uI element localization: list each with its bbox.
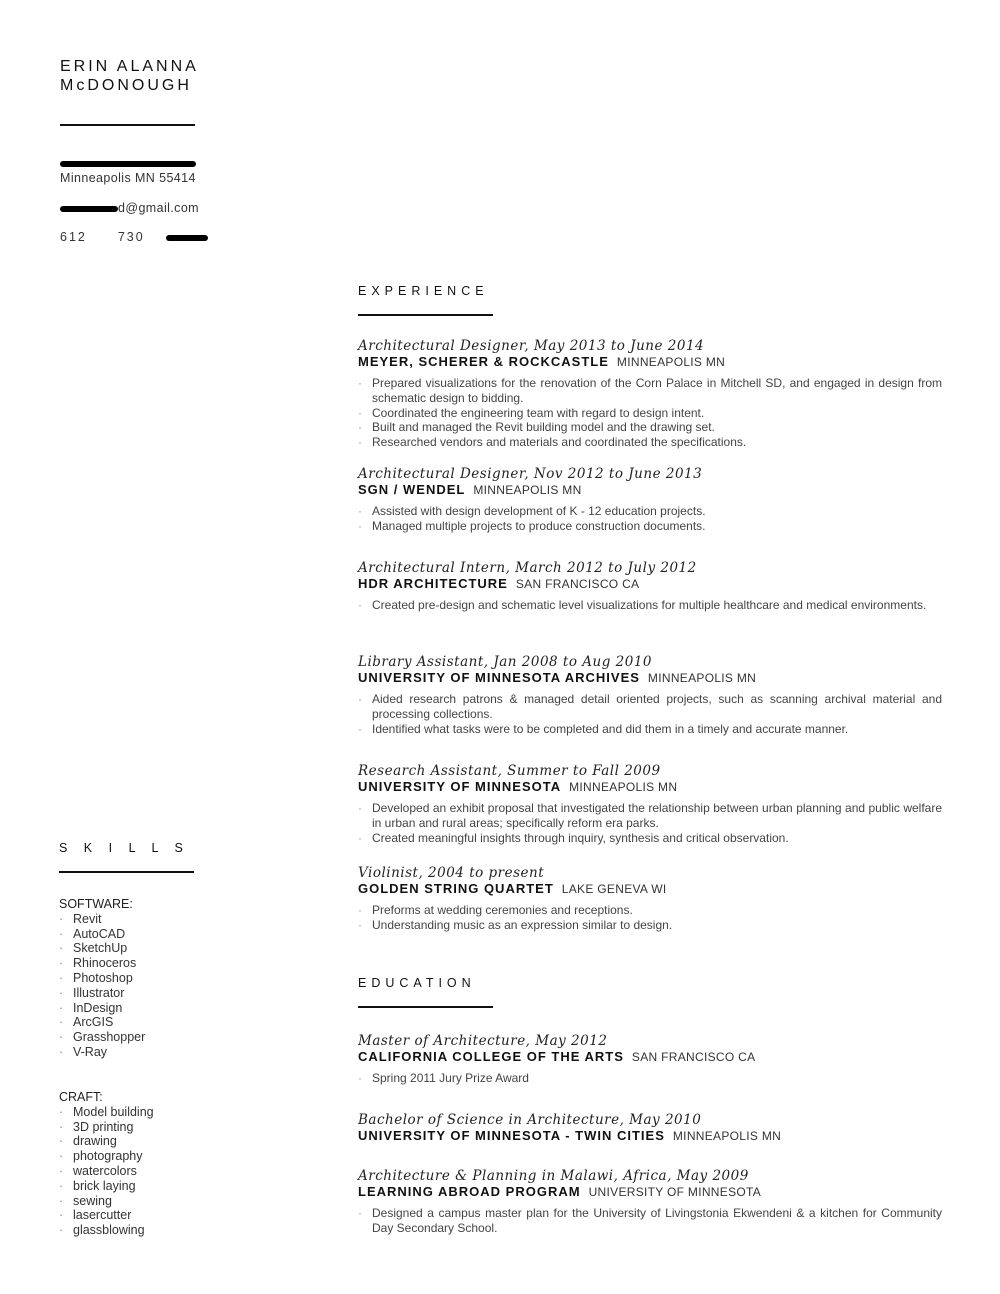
education-entry	[358, 1168, 942, 1236]
software-skill-item: · ArcGIS	[59, 1015, 145, 1030]
name-line-1: ERIN ALANNA	[60, 58, 199, 75]
phone-line	[60, 230, 208, 244]
candidate-name	[60, 57, 199, 95]
bullet-item: · Managed multiple projects to produce construction documents.	[358, 519, 942, 534]
craft-skill-item: · brick laying	[59, 1179, 154, 1194]
software-skills	[59, 897, 145, 1060]
city-line: Minneapolis MN 55414	[60, 171, 196, 185]
role-title: Research Assistant, Summer to Fall 2009	[358, 763, 661, 779]
craft-skill-item: · glassblowing	[59, 1223, 154, 1238]
role-title: Architectural Designer, Nov 2012 to June 2013	[358, 466, 703, 482]
phone-area: 612	[60, 230, 87, 244]
organization-location: MINNEAPOLIS MN	[569, 780, 678, 794]
experience-heading: EXPERIENCE	[358, 284, 489, 298]
software-list	[59, 912, 145, 1060]
organization-name: HDR ARCHITECTURE	[358, 576, 508, 591]
name-divider	[60, 124, 195, 126]
organization-name: UNIVERSITY OF MINNESOTA	[358, 779, 562, 794]
redaction-bar	[60, 206, 118, 212]
organization-name: GOLDEN STRING QUARTET	[358, 881, 554, 896]
organization-location: MINNEAPOLIS MN	[473, 483, 582, 497]
software-skill-item: · Rhinoceros	[59, 956, 145, 971]
bullet-item: · Coordinated the engineering team with regard to design intent.	[358, 406, 942, 421]
organization-location: MINNEAPOLIS MN	[647, 671, 757, 685]
organization-location: LAKE GENEVA WI	[561, 882, 667, 896]
organization-name: UNIVERSITY OF MINNESOTA ARCHIVES	[358, 670, 640, 685]
entry-bullets	[358, 692, 942, 736]
experience-entry	[358, 654, 942, 736]
organization-line	[358, 779, 942, 795]
organization-line	[358, 881, 942, 897]
organization-location: UNIVERSITY OF MINNESOTA	[588, 1185, 762, 1199]
experience-entry	[358, 763, 942, 845]
organization-location: SAN FRANCISCO CA	[515, 577, 640, 591]
craft-skill-item: · photography	[59, 1149, 154, 1164]
experience-entry	[358, 338, 942, 450]
role-title: Master of Architecture, May 2012	[358, 1033, 608, 1049]
organization-line	[358, 576, 942, 592]
phone-prefix: 730	[117, 230, 145, 244]
organization-name: SGN / WENDEL	[358, 482, 466, 497]
entry-bullets	[358, 801, 942, 845]
role-title: Architectural Designer, May 2013 to June 2014	[358, 338, 705, 354]
organization-location: MINNEAPOLIS MN	[672, 1129, 782, 1143]
software-skill-item: · Illustrator	[59, 986, 145, 1001]
bullet-item: · Designed a campus master plan for the University of Livingstonia Ekwendeni & a kitchen for Community Day Secondary School.	[358, 1206, 942, 1236]
entry-bullets	[358, 376, 942, 450]
bullet-item: · Understanding music as an expression similar to design.	[358, 918, 942, 933]
role-title: Architectural Intern, March 2012 to July 2012	[358, 560, 697, 576]
education-entry	[358, 1033, 942, 1086]
email-domain: d@gmail.com	[118, 201, 199, 215]
organization-line	[358, 670, 942, 686]
experience-divider	[358, 314, 493, 316]
craft-skill-item: · Model building	[59, 1105, 154, 1120]
bullet-item: · Created meaningful insights through inquiry, synthesis and critical observation.	[358, 831, 942, 846]
bullet-item: · Preforms at wedding ceremonies and receptions.	[358, 903, 942, 918]
bullet-item: · Built and managed the Revit building model and the drawing set.	[358, 420, 942, 435]
experience-entry	[358, 466, 942, 534]
craft-skill-item: · drawing	[59, 1134, 154, 1149]
software-skill-item: · SketchUp	[59, 941, 145, 956]
role-title: Bachelor of Science in Architecture, May 2010	[358, 1112, 702, 1128]
software-skill-item: · AutoCAD	[59, 927, 145, 942]
role-title: Architecture & Planning in Malawi, Africa, May 2009	[358, 1168, 749, 1184]
redaction-bar	[166, 235, 208, 241]
role-title: Library Assistant, Jan 2008 to Aug 2010	[358, 654, 652, 670]
address-line	[60, 156, 196, 170]
software-skill-item: · Grasshopper	[59, 1030, 145, 1045]
software-label: SOFTWARE:	[59, 897, 133, 911]
education-heading: EDUCATION	[358, 976, 476, 990]
organization-line	[358, 1184, 942, 1200]
software-skill-item: · Photoshop	[59, 971, 145, 986]
organization-line	[358, 1049, 942, 1065]
bullet-item: · Prepared visualizations for the renovation of the Corn Palace in Mitchell SD, and engaged in design from schematic design to bidding.	[358, 376, 942, 406]
education-divider	[358, 1006, 493, 1008]
craft-list	[59, 1105, 154, 1238]
craft-skill-item: · lasercutter	[59, 1208, 154, 1223]
craft-skill-item: · 3D printing	[59, 1120, 154, 1135]
skills-heading: S K I L L S	[59, 841, 190, 855]
software-skill-item: · V-Ray	[59, 1045, 145, 1060]
experience-entry	[358, 865, 942, 933]
craft-skill-item: · sewing	[59, 1194, 154, 1209]
bullet-item: · Aided research patrons & managed detail oriented projects, such as scanning archival material and processing collections.	[358, 692, 942, 722]
entry-bullets	[358, 1071, 942, 1086]
name-line-2: McDONOUGH	[60, 77, 192, 94]
craft-label: CRAFT:	[59, 1090, 103, 1104]
organization-line	[358, 354, 942, 370]
role-title: Violinist, 2004 to present	[358, 865, 545, 881]
bullet-item: · Identified what tasks were to be completed and did them in a timely and accurate manner.	[358, 722, 942, 737]
organization-location: SAN FRANCISCO CA	[631, 1050, 756, 1064]
redaction-bar	[60, 161, 196, 167]
software-skill-item: · InDesign	[59, 1001, 145, 1016]
organization-line	[358, 482, 942, 498]
organization-name: CALIFORNIA COLLEGE OF THE ARTS	[358, 1049, 624, 1064]
bullet-item: · Developed an exhibit proposal that investigated the relationship between urban planning and public welfare in urban and rural areas; specifically reform era parks.	[358, 801, 942, 831]
experience-entry	[358, 560, 942, 613]
entry-bullets	[358, 903, 942, 933]
organization-name: LEARNING ABROAD PROGRAM	[358, 1184, 581, 1199]
organization-location: MINNEAPOLIS MN	[616, 355, 726, 369]
software-skill-item: · Revit	[59, 912, 145, 927]
entry-bullets	[358, 598, 942, 613]
bullet-item: · Researched vendors and materials and coordinated the specifications.	[358, 435, 942, 450]
skills-divider	[59, 871, 194, 873]
organization-name: MEYER, SCHERER & ROCKCASTLE	[358, 354, 609, 369]
entry-bullets	[358, 1206, 942, 1236]
bullet-item: · Created pre-design and schematic level visualizations for multiple healthcare and medical environments.	[358, 598, 942, 613]
craft-skills	[59, 1090, 154, 1238]
bullet-item: · Spring 2011 Jury Prize Award	[358, 1071, 942, 1086]
entry-bullets	[358, 504, 942, 534]
craft-skill-item: · watercolors	[59, 1164, 154, 1179]
organization-line	[358, 1128, 942, 1144]
email-line	[60, 201, 199, 215]
organization-name: UNIVERSITY OF MINNESOTA - TWIN CITIES	[358, 1128, 665, 1143]
education-entry	[358, 1112, 942, 1144]
bullet-item: · Assisted with design development of K - 12 education projects.	[358, 504, 942, 519]
